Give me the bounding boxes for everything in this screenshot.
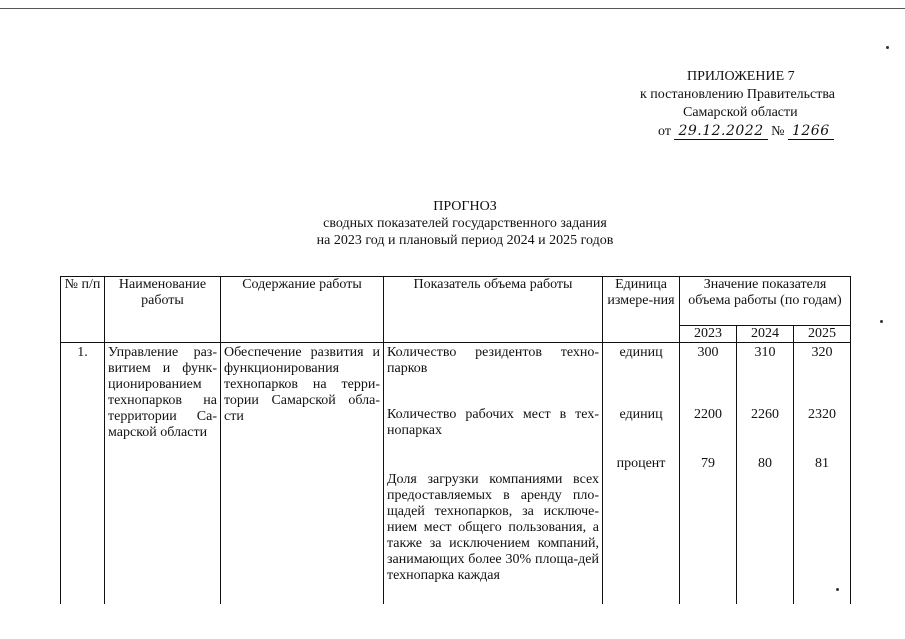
- unit-2: единиц: [619, 407, 663, 422]
- row-work-name: Управление раз-витием и функ-ционированием технопарков на территории Са-марской области: [105, 343, 221, 605]
- page-edge: [0, 8, 905, 9]
- decree-number: 1266: [788, 123, 834, 140]
- value-2-2025: 2320: [808, 407, 836, 422]
- row-values-2023: [680, 343, 737, 605]
- table-row: [61, 343, 851, 605]
- row-units: [603, 343, 680, 605]
- header-row: [61, 277, 851, 326]
- value-1-2025: 320: [811, 345, 833, 360]
- appendix-line-2: к постановлению Правительства: [640, 87, 836, 102]
- from-label: от: [658, 124, 671, 139]
- appendix-line-3: Самарской области: [683, 105, 798, 120]
- year-2024: 2024: [737, 326, 794, 343]
- scan-speck: [880, 320, 883, 323]
- value-1-2023: 300: [697, 345, 719, 360]
- value-1-2024: 310: [754, 345, 776, 360]
- number-label: №: [771, 124, 785, 139]
- value-3-2025: 81: [815, 456, 829, 471]
- value-3-2024: 80: [758, 456, 772, 471]
- title-line-2: сводных показателей государственного задания: [323, 216, 607, 231]
- appendix-block: [600, 68, 890, 141]
- title-line-3: на 2023 год и плановый период 2024 и 2025 годов: [316, 233, 614, 248]
- unit-1: единиц: [619, 345, 663, 360]
- header-num: № п/п: [61, 277, 105, 343]
- row-values-2024: [737, 343, 794, 605]
- unit-3: процент: [616, 456, 666, 471]
- header-content: Содержание работы: [221, 277, 384, 343]
- value-2-2023: 2200: [694, 407, 722, 422]
- header-unit: Единица измере-ния: [603, 277, 680, 343]
- scan-speck: [886, 46, 889, 49]
- value-3-2023: 79: [701, 456, 715, 471]
- appendix-date-line: [600, 122, 890, 141]
- header-value: Значение показателя объема работы (по годам): [680, 277, 851, 326]
- header-indicator: Показатель объема работы: [384, 277, 603, 343]
- indicator-2: Количество рабочих мест в тех-нопарках: [387, 407, 599, 438]
- year-2025: 2025: [794, 326, 851, 343]
- row-indicators: [384, 343, 603, 605]
- value-2-2024: 2260: [751, 407, 779, 422]
- indicator-3: Доля загрузки компаниями всех предоставляемых в аренду пло-щадей технопарков, за исключе-нием мест общего пользования, а также за исключением компаний, занимающих более 30% площа-дей технопарка каждая: [387, 472, 599, 583]
- row-num: 1.: [61, 343, 105, 605]
- appendix-title: ПРИЛОЖЕНИЕ 7: [687, 69, 795, 84]
- document-title: [280, 198, 650, 249]
- indicator-1: Количество резидентов техно-парков: [387, 345, 599, 376]
- row-work-content: Обеспечение развития и функционирования технопарков на терри-тории Самарской обла-сти: [221, 343, 384, 605]
- year-2023: 2023: [680, 326, 737, 343]
- decree-date: 29.12.2022: [674, 123, 767, 140]
- title-head: ПРОГНОЗ: [433, 199, 497, 214]
- header-name: Наименование работы: [105, 277, 221, 343]
- row-values-2025: [794, 343, 851, 605]
- scan-speck: [836, 588, 839, 591]
- forecast-table: [60, 276, 851, 604]
